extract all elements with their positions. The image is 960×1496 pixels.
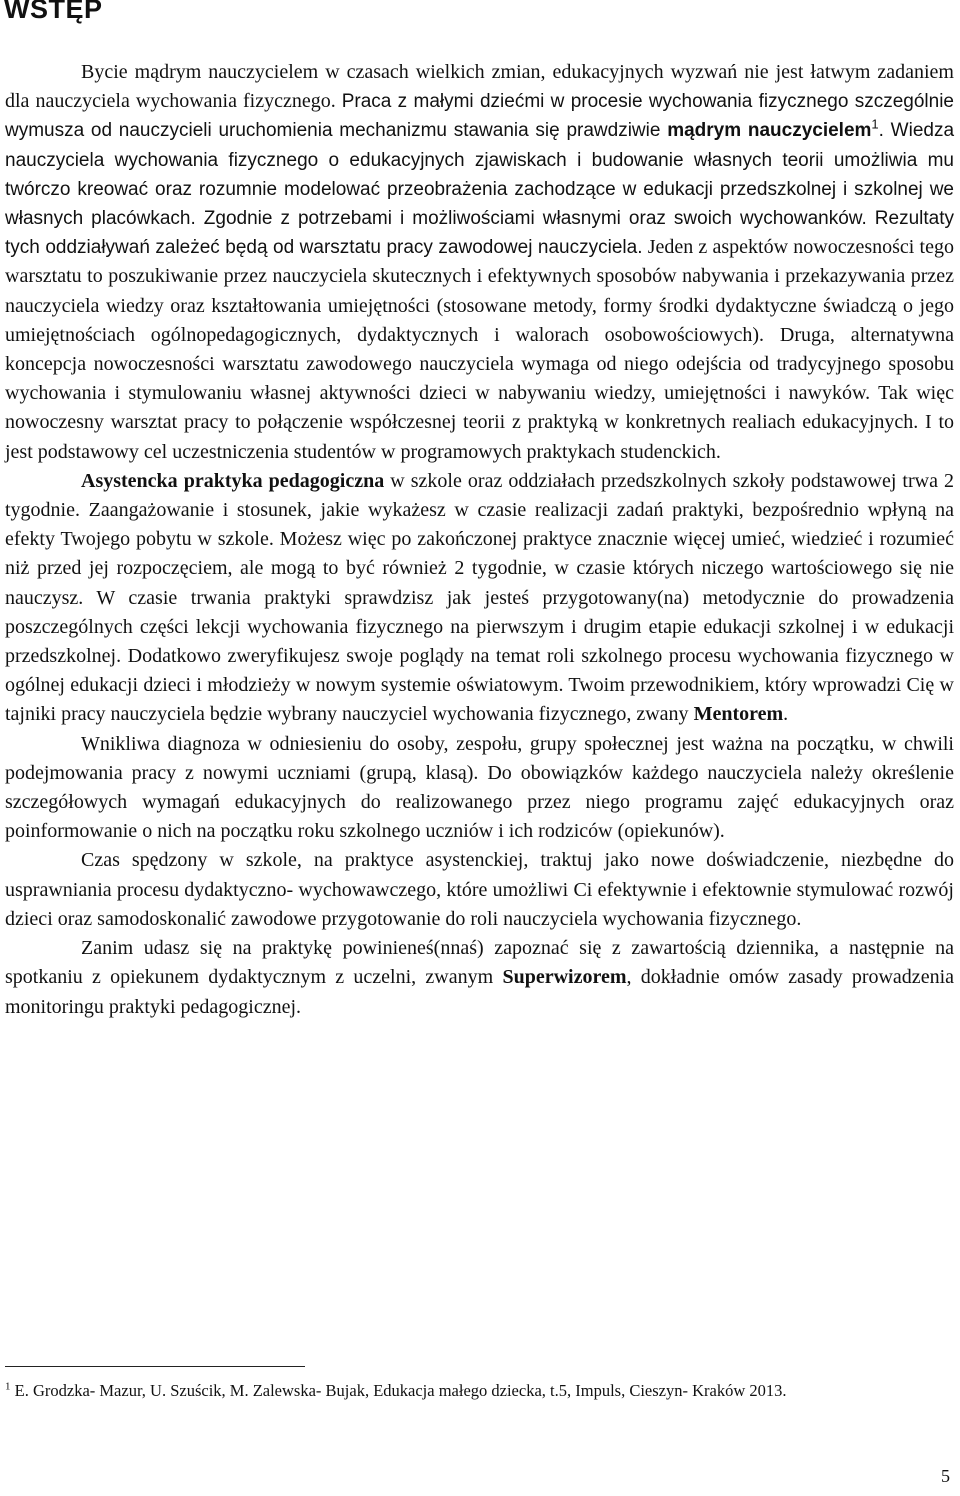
footnote-reference[interactable]: 1 [871, 117, 879, 133]
paragraph-practice-end: . [783, 703, 789, 726]
paragraph-intro-sentence-2: Praca z małymi dziećmi w procesie wychowania fizycznego szczególnie wymusza od nauczycieli uruchomienia mechanizmu stawania się prawdziwie [5, 91, 954, 142]
page-title: WSTĘP [4, 0, 103, 24]
footnote [5, 1378, 954, 1403]
emphasis-assistant-practice: Asystencka praktyka pedagogiczna [81, 469, 385, 492]
paragraph-practice-text: w szkole oraz oddziałach przedszkolnych szkoły podstawowej trwa 2 tygodnie. Zaangażowanie i stosunek, jakie wykażesz w czasie realizacji zadań praktyki, bezpośrednio wpłyną na efekty Twojego pobytu w szkole. Możesz więc po zakończonej praktyce znacznie więcej umieć, wiedzieć i rozumieć niż przed jej rozpoczęciem, ale mogą to być również 2 tygodnie, w czasie których niczego wartościowego się nie nauczysz. W czasie trwania praktyki sprawdzisz jak jesteś przygotowany(na) metodycznie do prowadzenia poszczególnych części lekcji wychowania fizycznego na pierwszym i drugim etapie edukacji szkolnej i w edukacji przedszkolnej. Dodatkowo zweryfikujesz swoje poglądy na temat roli szkolnego procesu wychowania fizycznego w ogólnej edukacji dzieci i młodzieży w nowym systemie oświatowym. Twoim przewodnikiem, który wprowadzi Cię w tajniki pracy nauczyciela będzie wybrany nauczyciel wychowania fizycznego, zwany [5, 469, 955, 726]
footnote-text: E. Grodzka- Mazur, U. Szuścik, M. Zalewska- Bujak, Edukacja małego dziecka, t.5, Impuls, Cieszyn- Kraków 2013. [10, 1381, 787, 1400]
paragraph-before-practice-text: Zanim udasz się na praktykę powinieneś(nnaś) zapoznać się z zawartością dziennika, a następnie na spotkaniu z opiekunem dydaktycznym z uczelni, zwanym [5, 937, 954, 989]
paragraph-before-practice [5, 934, 954, 1022]
paragraph-intro-sentence-3: . Wiedza nauczyciela wychowania fizycznego o edukacyjnych zjawiskach i budowanie własnych teorii umożliwia mu twórczo kreować oraz rozumnie modelować przeobrażenia zachodzące w edukacji przedszkolnej i szkolnej we własnych placówkach. Zgodnie z potrzebami i możliwościami własnymi oraz swoich wychowanków. Rezultaty tych oddziaływań zależeć będą od warsztatu pracy zawodowej nauczyciela. [5, 120, 955, 259]
paragraph-intro-sentence-1: Bycie mądrym nauczycielem w czasach wielkich zmian, edukacyjnych wyzwań nie jest łatwym zadaniem dla nauczyciela wychowania fizycznego. [5, 61, 954, 113]
paragraph-intro-sentence-4: Jeden z aspektów nowoczesności tego warsztatu to poszukiwanie przez nauczyciela skutecznych i efektywnych sposobów nabywania i przekazywania przez nauczyciela wiedzy oraz kształtowania umiejętności (stosowane metody, formy środki dydaktyczne świadczą o jego umiejętnościach ogólnopedagogicznych, dydaktycznych i walorach osobowościowych). Druga, alternatywna koncepcja nowoczesności warsztatu zawodowego nauczyciela wymaga od niego odejścia od tradycyjnego sposobu wychowania i stymulowaniu własnej aktywności dzieci w nabywaniu wiedzy, umiejętności i nawyków. Tak więc nowoczesny warsztat pracy to połączenie współczesnej teorii z praktyką w konkretnych realiach edukacyjnych. I to jest podstawowy cel uczestniczenia studentów w programowych praktykach studenckich. [5, 236, 954, 463]
emphasis-wise-teacher: mądrym nauczycielem [667, 120, 872, 142]
paragraph-before-practice-end: , dokładnie omów zasady prowadzenia monitoringu praktyki pedagogicznej. [5, 966, 954, 1018]
emphasis-supervisor: Superwizorem [502, 966, 627, 989]
paragraph-intro [5, 58, 954, 467]
document-body [5, 58, 954, 1022]
footnote-divider [5, 1366, 305, 1367]
paragraph-diagnosis: Wnikliwa diagnoza w odniesieniu do osoby, zespołu, grupy społecznej jest ważna na początku, w chwili podejmowania pracy z nowymi uczniami (grupą, klasą). Do obowiązków każdego nauczyciela należy określenie szczegółowych wymagań edukacyjnych do realizowanego przez niego programu zajęć edukacyjnych oraz poinformowanie o nich na początku roku szkolnego uczniów i ich rodziców (opiekunów). [5, 732, 954, 843]
paragraph-time-at-school: Czas spędzony w szkole, na praktyce asystenckiej, traktuj jako nowe doświadczenie, niezbędne do usprawniania procesu dydaktyczno- wychowawczego, które umożliwi Ci efektywnie i efektownie stymulować rozwój dzieci oraz samodoskonalić zawodowe przygotowanie do roli nauczyciela wychowania fizycznego. [5, 849, 954, 930]
page-number: 5 [941, 1466, 950, 1486]
footnote-number: 1 [5, 1380, 11, 1393]
emphasis-mentor: Mentorem [693, 703, 784, 726]
paragraph-practice [5, 467, 954, 730]
